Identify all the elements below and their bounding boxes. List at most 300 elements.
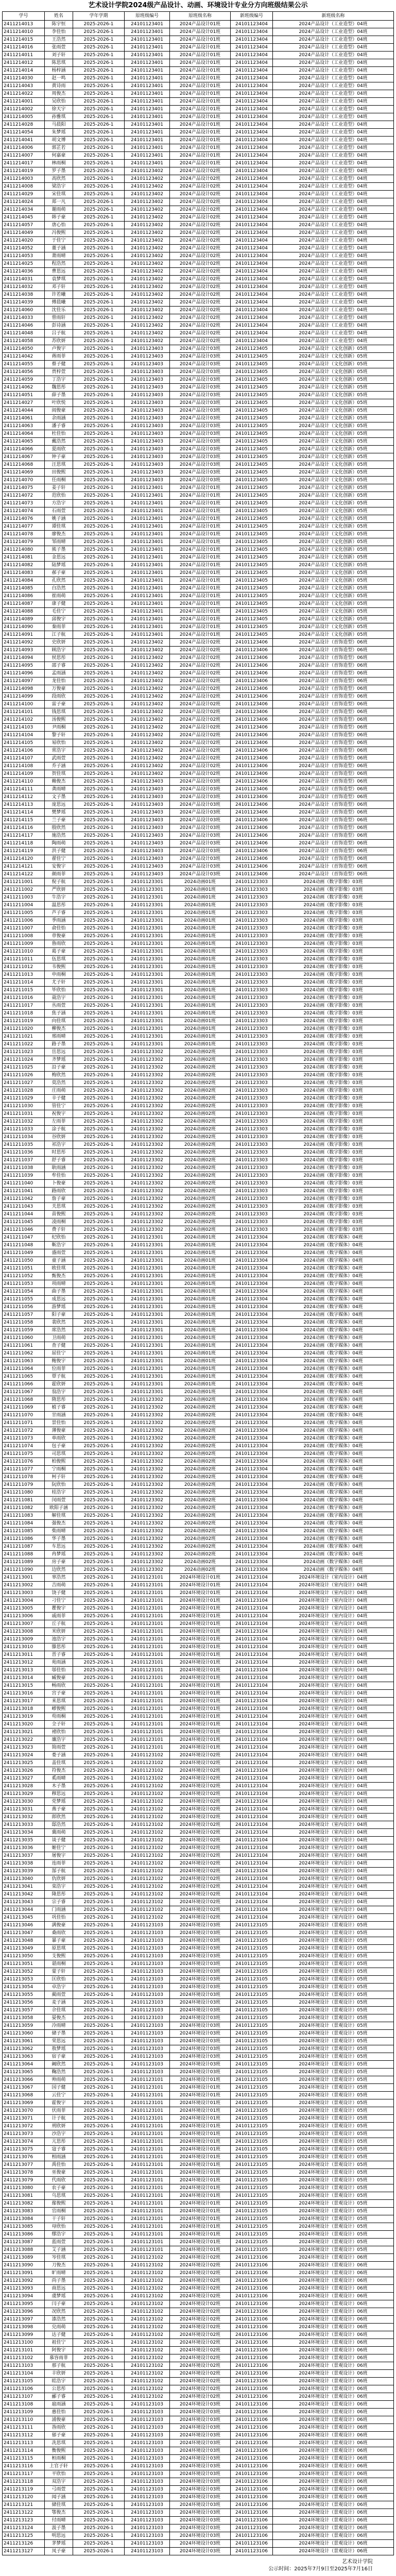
cell-name: 汪思琪 xyxy=(45,461,73,469)
cell-name: 桂浩宇 xyxy=(45,1489,73,1497)
cell-new-class-name: 2024产品设计（工业造型）04班 xyxy=(273,299,394,307)
cell-student-id: 2411213086 xyxy=(3,2231,45,2239)
cell-name: 廖俊杰 xyxy=(45,531,73,538)
cell-old-class-name: 2024产品设计01班 xyxy=(170,569,231,577)
cell-new-class-code: 24101123405 xyxy=(231,477,273,484)
cell-old-class-code: 24101123101 xyxy=(125,1620,170,1628)
cell-old-class-name: 2024产品设计01班 xyxy=(170,600,231,608)
cell-new-class-code: 24101123304 xyxy=(231,1473,273,1481)
cell-new-class-name: 2024环境设计（室内设计）04班 xyxy=(273,1775,394,1783)
table-row xyxy=(3,353,394,361)
table-row xyxy=(3,1095,394,1103)
cell-student-id: 2411213044 xyxy=(3,1906,45,1914)
cell-old-class-code: 24101123402 xyxy=(125,724,170,732)
cell-student-id: 2411214089 xyxy=(3,616,45,623)
cell-new-class-code: 24101123303 xyxy=(231,1211,273,1218)
cell-old-class-code: 24101123102 xyxy=(125,1868,170,1875)
cell-term: 2025-2026-1 xyxy=(73,1613,125,1620)
table-row xyxy=(3,1984,394,1991)
cell-new-class-name: 2024产品设计（文化创新）05班 xyxy=(273,569,394,577)
cell-new-class-code: 24101123406 xyxy=(231,701,273,708)
cell-new-class-code: 24101123303 xyxy=(231,933,273,940)
table-row xyxy=(3,2107,394,2115)
cell-new-class-name: 2024环境设计（景观设计）06班 xyxy=(273,2470,394,2478)
table-row xyxy=(3,1620,394,1628)
cell-old-class-code: 24101123402 xyxy=(125,252,170,260)
cell-old-class-name: 2024动画02班 xyxy=(170,1497,231,1504)
cell-new-class-code: 24101123405 xyxy=(231,399,273,407)
cell-old-class-code: 24101123101 xyxy=(125,2092,170,2099)
table-row xyxy=(3,144,394,152)
cell-old-class-name: 2024产品设计03班 xyxy=(170,353,231,361)
cell-new-class-code: 24101123105 xyxy=(231,1937,273,1945)
cell-new-class-code: 24101123303 xyxy=(231,1064,273,1072)
cell-student-id: 2411214078 xyxy=(3,531,45,538)
cell-term: 2025-2026-1 xyxy=(73,1435,125,1443)
cell-term: 2025-2026-1 xyxy=(73,886,125,894)
cell-new-class-name: 2024产品设计（文化创新）05班 xyxy=(273,422,394,430)
cell-new-class-name: 2024产品设计（首饰造型）06班 xyxy=(273,863,394,871)
cell-student-id: 2411211070 xyxy=(3,1412,45,1419)
cell-new-class-name: 2024环境设计（景观设计）05班 xyxy=(273,2099,394,2107)
cell-new-class-name: 2024动画（数字影像）03班 xyxy=(273,1141,394,1149)
cell-new-class-name: 2024动画（数字媒体）04班 xyxy=(273,1311,394,1319)
cell-old-class-code: 24101123103 xyxy=(125,2486,170,2494)
cell-old-class-code: 24101123301 xyxy=(125,940,170,948)
table-row xyxy=(3,1087,394,1095)
cell-new-class-code: 24101123303 xyxy=(231,1149,273,1157)
table-row xyxy=(3,1489,394,1497)
cell-name: 查子健 xyxy=(45,1342,73,1350)
cell-new-class-name: 2024环境设计（景观设计）06班 xyxy=(273,2354,394,2362)
cell-old-class-name: 2024环境设计01班 xyxy=(170,2076,231,2084)
cell-new-class-name: 2024产品设计（文化创新）05班 xyxy=(273,492,394,500)
table-row xyxy=(3,198,394,206)
cell-new-class-name: 2024动画（数字影像）03班 xyxy=(273,1203,394,1211)
cell-student-id: 2411211048 xyxy=(3,1242,45,1249)
cell-old-class-name: 2024动画02班 xyxy=(170,1110,231,1118)
cell-old-class-code: 24101123102 xyxy=(125,1775,170,1783)
cell-name: 乌思琪 xyxy=(45,2192,73,2200)
cell-old-class-name: 2024产品设计03班 xyxy=(170,430,231,438)
cell-term: 2025-2026-1 xyxy=(73,994,125,1002)
cell-old-class-name: 2024环境设计03班 xyxy=(170,2038,231,2045)
cell-old-class-code: 24101123301 xyxy=(125,902,170,909)
cell-new-class-name: 2024动画（数字媒体）04班 xyxy=(273,1303,394,1311)
cell-student-id: 2411214100 xyxy=(3,701,45,708)
cell-new-class-code: 24101123303 xyxy=(231,1041,273,1048)
cell-term: 2025-2026-1 xyxy=(73,1133,125,1141)
cell-student-id: 2411211028 xyxy=(3,1087,45,1095)
cell-new-class-name: 2024产品设计（文化创新）05班 xyxy=(273,538,394,546)
cell-student-id: 2411213056 xyxy=(3,1999,45,2007)
cell-old-class-code: 24101123101 xyxy=(125,2177,170,2184)
table-row xyxy=(3,2130,394,2138)
cell-new-class-code: 24101123405 xyxy=(231,507,273,515)
cell-new-class-name: 2024动画（数字影像）03班 xyxy=(273,1226,394,1234)
cell-student-id: 2411211005 xyxy=(3,909,45,917)
cell-old-class-name: 2024环境设计02班 xyxy=(170,1790,231,1798)
cell-old-class-code: 24101123101 xyxy=(125,1628,170,1636)
cell-old-class-name: 2024动画02班 xyxy=(170,1551,231,1558)
cell-new-class-name: 2024动画（数字影像）03班 xyxy=(273,1072,394,1079)
cell-new-class-name: 2024动画（数字影像）03班 xyxy=(273,1126,394,1133)
cell-term: 2025-2026-1 xyxy=(73,670,125,677)
cell-name: 董子涵 xyxy=(45,245,73,252)
table-row xyxy=(3,2463,394,2470)
cell-name: 武雨萱 xyxy=(45,755,73,762)
cell-student-id: 2411211054 xyxy=(3,1288,45,1296)
cell-new-class-name: 2024环境设计（室内设计）04班 xyxy=(273,1605,394,1613)
cell-old-class-name: 2024环境设计01班 xyxy=(170,1721,231,1728)
cell-term: 2025-2026-1 xyxy=(73,1157,125,1164)
cell-new-class-name: 2024产品设计（首饰造型）06班 xyxy=(273,848,394,855)
cell-term: 2025-2026-1 xyxy=(73,2478,125,2486)
table-row xyxy=(3,113,394,121)
notice-footer xyxy=(2,2555,393,2573)
cell-new-class-name: 2024产品设计（工业造型）04班 xyxy=(273,252,394,260)
cell-old-class-name: 2024动画01班 xyxy=(170,1002,231,1010)
cell-new-class-name: 2024产品设计（工业造型）04班 xyxy=(273,98,394,106)
cell-term: 2025-2026-1 xyxy=(73,1458,125,1466)
cell-old-class-name: 2024产品设计02班 xyxy=(170,252,231,260)
cell-term: 2025-2026-1 xyxy=(73,1945,125,1953)
cell-new-class-code: 24101123104 xyxy=(231,1667,273,1674)
cell-old-class-name: 2024产品设计02班 xyxy=(170,183,231,191)
cell-old-class-code: 24101123102 xyxy=(125,1891,170,1899)
table-row xyxy=(3,670,394,677)
cell-new-class-code: 24101123406 xyxy=(231,793,273,801)
cell-name: 曾雨轩 xyxy=(45,314,73,322)
cell-term: 2025-2026-1 xyxy=(73,1891,125,1899)
table-row xyxy=(3,724,394,732)
cell-student-id: 2411213063 xyxy=(3,2053,45,2061)
cell-old-class-code: 24101123402 xyxy=(125,732,170,739)
cell-new-class-name: 2024动画（数字媒体）04班 xyxy=(273,1296,394,1303)
cell-student-id: 2411213074 xyxy=(3,2138,45,2146)
cell-new-class-code: 24101123404 xyxy=(231,152,273,160)
cell-new-class-name: 2024动画（数字媒体）04班 xyxy=(273,1273,394,1280)
cell-student-id: 2411213069 xyxy=(3,2099,45,2107)
cell-student-id: 2411213122 xyxy=(3,2509,45,2517)
cell-student-id: 2411213091 xyxy=(3,2269,45,2277)
table-row xyxy=(3,778,394,786)
cell-old-class-code: 24101123402 xyxy=(125,677,170,685)
cell-term: 2025-2026-1 xyxy=(73,1929,125,1937)
cell-new-class-code: 24101123405 xyxy=(231,361,273,368)
cell-old-class-name: 2024动画02班 xyxy=(170,1048,231,1056)
cell-name: 康子健 xyxy=(45,600,73,608)
cell-old-class-code: 24101123401 xyxy=(125,600,170,608)
cell-term: 2025-2026-1 xyxy=(73,1605,125,1613)
cell-term: 2025-2026-1 xyxy=(73,2014,125,2022)
cell-term: 2025-2026-1 xyxy=(73,2099,125,2107)
cell-new-class-code: 24101123106 xyxy=(231,2439,273,2447)
cell-name: 宗子睿 xyxy=(45,1899,73,1906)
cell-term: 2025-2026-1 xyxy=(73,2246,125,2254)
cell-name: 连雨菲 xyxy=(45,1860,73,1868)
cell-new-class-name: 2024环境设计（景观设计）06班 xyxy=(273,2293,394,2300)
cell-student-id: 2411213024 xyxy=(3,1752,45,1759)
cell-term: 2025-2026-1 xyxy=(73,2532,125,2540)
cell-new-class-code: 24101123404 xyxy=(231,175,273,183)
cell-term: 2025-2026-1 xyxy=(73,229,125,237)
cell-name: 安俊宇 xyxy=(45,863,73,871)
cell-name: 昝雨欣 xyxy=(45,2424,73,2432)
cell-new-class-name: 2024环境设计（室内设计）04班 xyxy=(273,1643,394,1651)
table-row xyxy=(3,415,394,422)
cell-new-class-code: 24101123405 xyxy=(231,500,273,507)
cell-old-class-name: 2024产品设计01班 xyxy=(170,554,231,562)
cell-old-class-code: 24101123401 xyxy=(125,492,170,500)
table-row xyxy=(3,1520,394,1528)
cell-old-class-code: 24101123302 xyxy=(125,1458,170,1466)
cell-name: 蔺雨萱 xyxy=(45,1991,73,1999)
cell-old-class-code: 24101123103 xyxy=(125,1968,170,1976)
cell-name: 莫浩然 xyxy=(45,1079,73,1087)
table-row xyxy=(3,500,394,507)
cell-old-class-code: 24101123101 xyxy=(125,1721,170,1728)
table-row xyxy=(3,1589,394,1597)
cell-student-id: 2411214012 xyxy=(3,59,45,67)
cell-old-class-name: 2024产品设计01班 xyxy=(170,44,231,52)
cell-old-class-code: 24101123103 xyxy=(125,2069,170,2076)
cell-term: 2025-2026-1 xyxy=(73,1643,125,1651)
cell-new-class-name: 2024产品设计（工业造型）04班 xyxy=(273,160,394,167)
cell-old-class-name: 2024产品设计03班 xyxy=(170,840,231,848)
table-row xyxy=(3,554,394,562)
cell-student-id: 2411213104 xyxy=(3,2370,45,2378)
cell-new-class-code: 24101123404 xyxy=(231,252,273,260)
cell-student-id: 2411211085 xyxy=(3,1528,45,1535)
cell-old-class-name: 2024产品设计01班 xyxy=(170,484,231,492)
cell-student-id: 2411211011 xyxy=(3,956,45,963)
cell-old-class-code: 24101123401 xyxy=(125,67,170,75)
table-row xyxy=(3,1899,394,1906)
cell-student-id: 2411214006 xyxy=(3,144,45,152)
cell-term: 2025-2026-1 xyxy=(73,291,125,299)
cell-term: 2025-2026-1 xyxy=(73,1814,125,1821)
cell-new-class-code: 24101123404 xyxy=(231,245,273,252)
table-row xyxy=(3,1566,394,1574)
cell-name: 岳思远 xyxy=(45,1048,73,1056)
cell-old-class-code: 24101123103 xyxy=(125,2439,170,2447)
cell-student-id: 2411214044 xyxy=(3,407,45,415)
cell-student-id: 2411211019 xyxy=(3,1018,45,1025)
cell-new-class-code: 24101123106 xyxy=(231,2308,273,2316)
table-row xyxy=(3,2455,394,2463)
cell-old-class-name: 2024环境设计03班 xyxy=(170,2439,231,2447)
cell-student-id: 2411211058 xyxy=(3,1319,45,1327)
cell-old-class-name: 2024环境设计01班 xyxy=(170,1628,231,1636)
cell-term: 2025-2026-1 xyxy=(73,36,125,44)
table-row xyxy=(3,1852,394,1860)
cell-old-class-code: 24101123403 xyxy=(125,793,170,801)
table-row xyxy=(3,2409,394,2416)
cell-name: 邵子睿 xyxy=(45,662,73,670)
cell-student-id: 2411213004 xyxy=(3,1597,45,1605)
cell-new-class-name: 2024动画（数字媒体）04班 xyxy=(273,1466,394,1473)
cell-term: 2025-2026-1 xyxy=(73,1257,125,1265)
cell-old-class-name: 2024环境设计02班 xyxy=(170,2293,231,2300)
cell-term: 2025-2026-1 xyxy=(73,1852,125,1860)
cell-old-class-code: 24101123103 xyxy=(125,2424,170,2432)
cell-old-class-code: 24101123301 xyxy=(125,1273,170,1280)
cell-name: 柳俊杰 xyxy=(45,1025,73,1033)
cell-new-class-code: 24101123105 xyxy=(231,2045,273,2053)
cell-old-class-name: 2024动画01班 xyxy=(170,1280,231,1288)
cell-new-class-name: 2024环境设计（室内设计）04班 xyxy=(273,1883,394,1891)
cell-new-class-code: 24101123104 xyxy=(231,1775,273,1783)
cell-term: 2025-2026-1 xyxy=(73,1899,125,1906)
cell-new-class-code: 24101123404 xyxy=(231,229,273,237)
table-row xyxy=(3,2069,394,2076)
table-row xyxy=(3,1783,394,1790)
cell-term: 2025-2026-1 xyxy=(73,492,125,500)
cell-term: 2025-2026-1 xyxy=(73,1682,125,1690)
cell-new-class-name: 2024产品设计（文化创新）05班 xyxy=(273,484,394,492)
cell-name: 阎俊豪 xyxy=(45,407,73,415)
cell-new-class-code: 24101123406 xyxy=(231,817,273,824)
cell-old-class-code: 24101123403 xyxy=(125,832,170,840)
cell-new-class-name: 2024环境设计（室内设计）04班 xyxy=(273,1705,394,1713)
table-row xyxy=(3,940,394,948)
cell-old-class-name: 2024环境设计01班 xyxy=(170,1674,231,1682)
cell-name: 党梦瑶 xyxy=(45,1798,73,1806)
cell-name: 程浩然 xyxy=(45,260,73,268)
cell-new-class-code: 24101123406 xyxy=(231,732,273,739)
cell-old-class-code: 24101123301 xyxy=(125,1280,170,1288)
cell-old-class-name: 2024环境设计02班 xyxy=(170,2347,231,2354)
cell-old-class-code: 24101123103 xyxy=(125,1953,170,1960)
cell-student-id: 2411213042 xyxy=(3,1891,45,1899)
cell-old-class-name: 2024动画01班 xyxy=(170,987,231,994)
table-row xyxy=(3,616,394,623)
cell-student-id: 2411213125 xyxy=(3,2532,45,2540)
cell-student-id: 2411213039 xyxy=(3,1868,45,1875)
cell-new-class-code: 24101123405 xyxy=(231,446,273,453)
table-row xyxy=(3,461,394,469)
cell-old-class-name: 2024环境设计02班 xyxy=(170,2362,231,2370)
cell-student-id: 2411214024 xyxy=(3,198,45,206)
cell-new-class-name: 2024动画（数字媒体）04班 xyxy=(273,1280,394,1288)
cell-student-id: 2411213019 xyxy=(3,1713,45,1721)
cell-new-class-code: 24101123404 xyxy=(231,237,273,245)
cell-old-class-name: 2024环境设计02班 xyxy=(170,1806,231,1814)
cell-term: 2025-2026-1 xyxy=(73,1790,125,1798)
cell-old-class-name: 2024环境设计03班 xyxy=(170,2447,231,2455)
cell-student-id: 2411213014 xyxy=(3,1674,45,1682)
table-row xyxy=(3,183,394,191)
cell-old-class-code: 24101123101 xyxy=(125,2138,170,2146)
cell-old-class-code: 24101123402 xyxy=(125,229,170,237)
cell-new-class-code: 24101123405 xyxy=(231,562,273,569)
cell-old-class-name: 2024产品设计03班 xyxy=(170,415,231,422)
cell-new-class-name: 2024环境设计（景观设计）05班 xyxy=(273,2007,394,2014)
table-row xyxy=(3,716,394,724)
cell-new-class-code: 24101123303 xyxy=(231,1118,273,1126)
cell-name: 宋佳琪 xyxy=(45,191,73,198)
cell-student-id: 2411213045 xyxy=(3,1914,45,1922)
table-row xyxy=(3,1273,394,1280)
cell-name: 焦子涵 xyxy=(45,1010,73,1018)
cell-new-class-name: 2024动画（数字媒体）04班 xyxy=(273,1257,394,1265)
cell-student-id: 2411211080 xyxy=(3,1489,45,1497)
cell-old-class-name: 2024动画02班 xyxy=(170,1149,231,1157)
cell-student-id: 2411213112 xyxy=(3,2432,45,2439)
cell-student-id: 2411213052 xyxy=(3,1968,45,1976)
cell-new-class-code: 24101123106 xyxy=(231,2501,273,2509)
cell-old-class-name: 2024动画02班 xyxy=(170,1481,231,1489)
cell-term: 2025-2026-1 xyxy=(73,631,125,639)
cell-new-class-code: 24101123304 xyxy=(231,1566,273,1574)
cell-new-class-name: 2024产品设计（文化创新）05班 xyxy=(273,500,394,507)
table-row xyxy=(3,1211,394,1218)
cell-new-class-name: 2024产品设计（工业造型）04班 xyxy=(273,82,394,90)
cell-name: 旷雨晴 xyxy=(45,2269,73,2277)
cell-new-class-name: 2024动画（数字媒体）04班 xyxy=(273,1412,394,1419)
cell-name: 史欣妍 xyxy=(45,639,73,647)
cell-new-class-name: 2024产品设计（首饰造型）06班 xyxy=(273,778,394,786)
cell-term: 2025-2026-1 xyxy=(73,894,125,902)
table-row xyxy=(3,2269,394,2277)
cell-old-class-code: 24101123301 xyxy=(125,1350,170,1358)
cell-name: 钟子豪 xyxy=(45,453,73,461)
cell-new-class-name: 2024产品设计（工业造型）04班 xyxy=(273,59,394,67)
table-row xyxy=(3,2432,394,2439)
cell-new-class-name: 2024产品设计（工业造型）04班 xyxy=(273,237,394,245)
cell-student-id: 2411211063 xyxy=(3,1358,45,1365)
cell-term: 2025-2026-1 xyxy=(73,1064,125,1072)
table-row xyxy=(3,2308,394,2316)
cell-name: 车思远 xyxy=(45,1543,73,1551)
cell-name: 龚雨晴 xyxy=(45,786,73,793)
cell-student-id: 2411213097 xyxy=(3,2316,45,2324)
cell-name: 郁子豪 xyxy=(45,2432,73,2439)
cell-new-class-name: 2024环境设计（室内设计）04班 xyxy=(273,1721,394,1728)
cell-name: 瞿俊宇 xyxy=(45,1605,73,1613)
cell-student-id: 2411211042 xyxy=(3,1195,45,1203)
cell-name: 范欣怡 xyxy=(45,492,73,500)
cell-student-id: 2411213107 xyxy=(3,2393,45,2401)
cell-new-class-name: 2024动画（数字媒体）04班 xyxy=(273,1481,394,1489)
cell-new-class-name: 2024产品设计（文化创新）05班 xyxy=(273,600,394,608)
table-row xyxy=(3,507,394,515)
cell-name: 贺佳琪 xyxy=(45,770,73,778)
cell-new-class-name: 2024环境设计（景观设计）06班 xyxy=(273,2416,394,2424)
cell-old-class-code: 24101123103 xyxy=(125,1960,170,1968)
table-row xyxy=(3,1218,394,1226)
cell-new-class-code: 24101123105 xyxy=(231,2208,273,2215)
cell-old-class-code: 24101123302 xyxy=(125,1443,170,1450)
cell-old-class-code: 24101123301 xyxy=(125,1365,170,1373)
cell-term: 2025-2026-1 xyxy=(73,732,125,739)
cell-old-class-code: 24101123103 xyxy=(125,2409,170,2416)
cell-old-class-name: 2024环境设计03班 xyxy=(170,2517,231,2524)
table-row xyxy=(3,1141,394,1149)
cell-term: 2025-2026-1 xyxy=(73,515,125,523)
cell-name: 巩佳怡 xyxy=(45,1914,73,1922)
cell-new-class-name: 2024动画（数字影像）03班 xyxy=(273,994,394,1002)
cell-name: 公思彤 xyxy=(45,2385,73,2393)
cell-old-class-code: 24101123402 xyxy=(125,739,170,747)
cell-name: 郎欣然 xyxy=(45,1814,73,1821)
cell-new-class-name: 2024环境设计（景观设计）05班 xyxy=(273,1968,394,1976)
table-row xyxy=(3,2324,394,2331)
cell-old-class-code: 24101123302 xyxy=(125,1512,170,1520)
cell-term: 2025-2026-1 xyxy=(73,801,125,809)
cell-name: 靳浩宇 xyxy=(45,1242,73,1249)
